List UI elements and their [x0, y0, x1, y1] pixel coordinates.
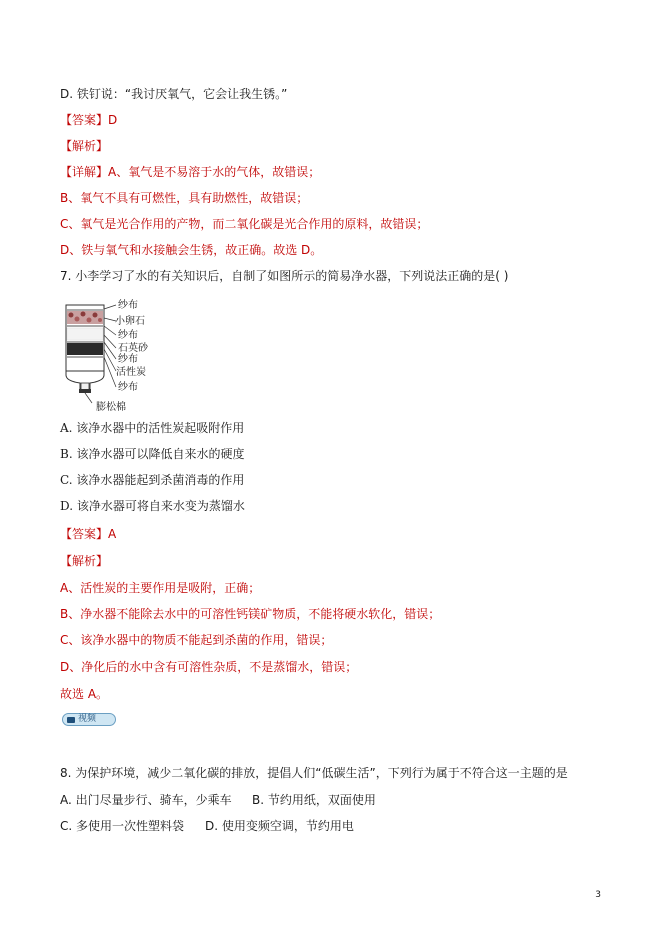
q7-analysis-header: 【解析】 — [60, 554, 109, 568]
label-gauze-3: 纱布 — [118, 354, 138, 365]
q6-detail-d: D、铁与氧气和水接触会生锈，故正确。故选 D。 — [60, 243, 323, 257]
q6-detail-a: 【详解】A、氧气是不易溶于水的气体，故错误； — [60, 165, 321, 179]
q8-stem: 8. 为保护环境，减少二氧化碳的排放，提倡人们“低碳生活”，下列行为属于不符合这一主题的是 — [60, 766, 568, 780]
label-pebbles: 小卵石 — [115, 316, 145, 327]
label-quartz-sand: 石英砂 — [118, 343, 148, 354]
activated-carbon-layer — [67, 343, 103, 355]
q7-option-a: A. 该净水器中的活性炭起吸附作用 — [60, 421, 245, 435]
quartz-sand-layer — [67, 328, 103, 340]
q6-detail-b: B、氧气不具有可燃性，具有助燃性，故错误； — [60, 191, 309, 205]
video-button[interactable] — [62, 713, 116, 726]
q7-stem: 7. 小李学习了水的有关知识后，自制了如图所示的简易净水器，下列说法正确的是( ) — [60, 269, 509, 283]
q7-analysis-c: C、该净水器中的物质不能起到杀菌的作用，错误； — [60, 633, 333, 647]
bottle-cap — [79, 389, 91, 393]
q8-option-c: C. 多使用一次性塑料袋 — [60, 819, 185, 833]
video-camera-icon — [67, 717, 75, 723]
label-cotton: 膨松棉 — [96, 402, 126, 413]
q7-option-b: B. 该净水器可以降低自来水的硬度 — [60, 447, 245, 461]
q7-conclusion: 故选 A。 — [60, 687, 109, 701]
q6-detail-c: C、氧气是光合作用的产物，而二氧化碳是光合作用的原料，故错误； — [60, 217, 429, 231]
q7-option-c: C. 该净水器能起到杀菌消毒的作用 — [60, 473, 245, 487]
q7-option-d: D. 该净水器可将自来水变为蒸馏水 — [60, 499, 245, 513]
video-button-label: 视频 — [78, 714, 97, 724]
q8-option-d: D. 使用变频空调，节约用电 — [205, 819, 354, 833]
water-purifier-diagram — [62, 295, 182, 413]
label-gauze-2: 纱布 — [118, 330, 138, 341]
q7-analysis-b: B、净水器不能除去水中的可溶性钙镁矿物质，不能将硬水软化，错误； — [60, 607, 441, 621]
label-activated-carbon: 活性炭 — [116, 367, 146, 378]
q7-analysis-d: D、净化后的水中含有可溶性杂质，不是蒸馏水，错误； — [60, 660, 358, 674]
label-gauze-top: 纱布 — [118, 300, 138, 311]
q8-option-a: A. 出门尽量步行、骑车，少乘车 — [60, 793, 232, 807]
q6-analysis-header: 【解析】 — [60, 139, 109, 153]
q7-analysis-a: A、活性炭的主要作用是吸附，正确； — [60, 581, 261, 595]
q6-option-d: D. 铁钉说：“我讨厌氧气，它会让我生锈。” — [60, 87, 288, 101]
label-gauze-bottom: 纱布 — [118, 382, 138, 393]
cotton-plug — [81, 383, 89, 390]
page-number: 3 — [595, 890, 601, 900]
q6-answer: 【答案】D — [60, 113, 118, 127]
q8-option-b: B. 节约用纸，双面使用 — [252, 793, 376, 807]
q7-answer: 【答案】A — [60, 527, 117, 541]
